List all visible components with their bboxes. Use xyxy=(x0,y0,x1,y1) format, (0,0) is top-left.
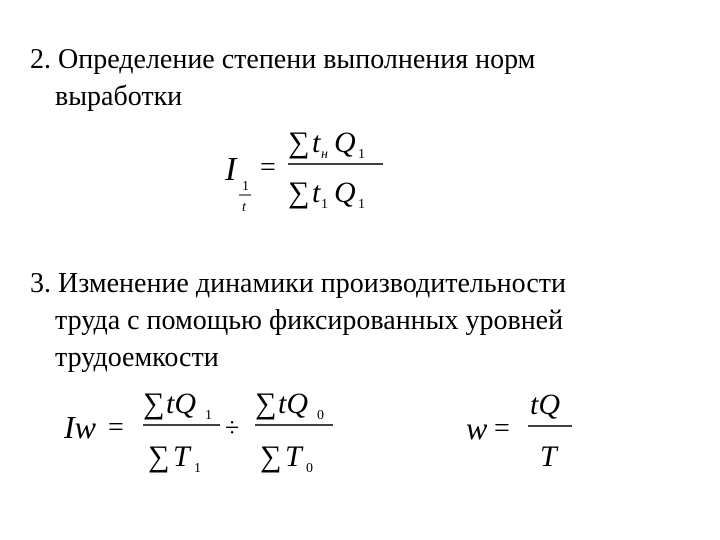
formula-iw-divide: ÷ xyxy=(225,413,240,442)
section-3-line-3: трудоемкости xyxy=(55,342,219,373)
formula-iw-lhs: Iw xyxy=(64,409,96,445)
section-2-heading xyxy=(30,41,690,115)
formula-norm-num-q: Q xyxy=(334,126,356,159)
formula-norm-num-sum: ∑ xyxy=(288,126,310,159)
formula-norm-index-sub-top: 1 xyxy=(242,179,249,194)
formula-norm-num-t-sub: н xyxy=(321,147,328,162)
formula-norm-equals: = xyxy=(260,152,276,183)
formula-norm-num-q-sub: 1 xyxy=(358,147,365,162)
formula-w-equals: = xyxy=(494,413,510,444)
formula-iw-num2-sum: ∑ xyxy=(255,387,277,420)
formula-iw-num2-sub: 0 xyxy=(317,408,324,423)
formula-norm-den-q-sub: 1 xyxy=(358,197,365,212)
section-2-line-2: выработки xyxy=(55,81,183,112)
formula-iw-den2: T xyxy=(285,440,302,473)
formula-norm-den-t: t xyxy=(312,176,321,209)
formula-iw-den2-sum: ∑ xyxy=(260,440,282,473)
formula-norm-fulfillment xyxy=(215,112,415,222)
formula-productivity-index xyxy=(60,378,360,478)
formula-iw-den2-sub: 0 xyxy=(306,461,313,476)
formula-iw-num1-sum: ∑ xyxy=(143,387,165,420)
formula-iw-den1-sum: ∑ xyxy=(148,440,170,473)
formula-iw-equals: = xyxy=(108,412,124,443)
formula-norm-den-q: Q xyxy=(334,176,356,209)
section-3-line-2: труда с помощью фиксированных уровней xyxy=(55,305,564,336)
formula-w-lhs: w xyxy=(466,410,488,446)
formula-norm-den-sum: ∑ xyxy=(288,176,310,209)
formula-iw-den1-sub: 1 xyxy=(194,461,201,476)
formula-norm-index-sub-bottom: t xyxy=(242,200,246,215)
formula-iw-num1-sub: 1 xyxy=(205,408,212,423)
formula-norm-num-t: t xyxy=(312,126,321,159)
section-2-line-1: 2. Определение степени выполнения норм xyxy=(30,44,536,75)
formula-norm-den-t-sub: 1 xyxy=(321,197,328,212)
section-3-line-1: 3. Изменение динамики производительности xyxy=(30,268,566,299)
formula-iw-num2: tQ xyxy=(278,387,308,420)
section-3-heading xyxy=(30,265,690,376)
formula-iw-num1: tQ xyxy=(166,387,196,420)
formula-w-num: tQ xyxy=(530,388,560,421)
formula-productivity xyxy=(462,384,592,474)
formula-iw-den1: T xyxy=(173,440,190,473)
formula-w-den: T xyxy=(540,440,557,473)
formula-norm-index: I xyxy=(225,151,237,188)
